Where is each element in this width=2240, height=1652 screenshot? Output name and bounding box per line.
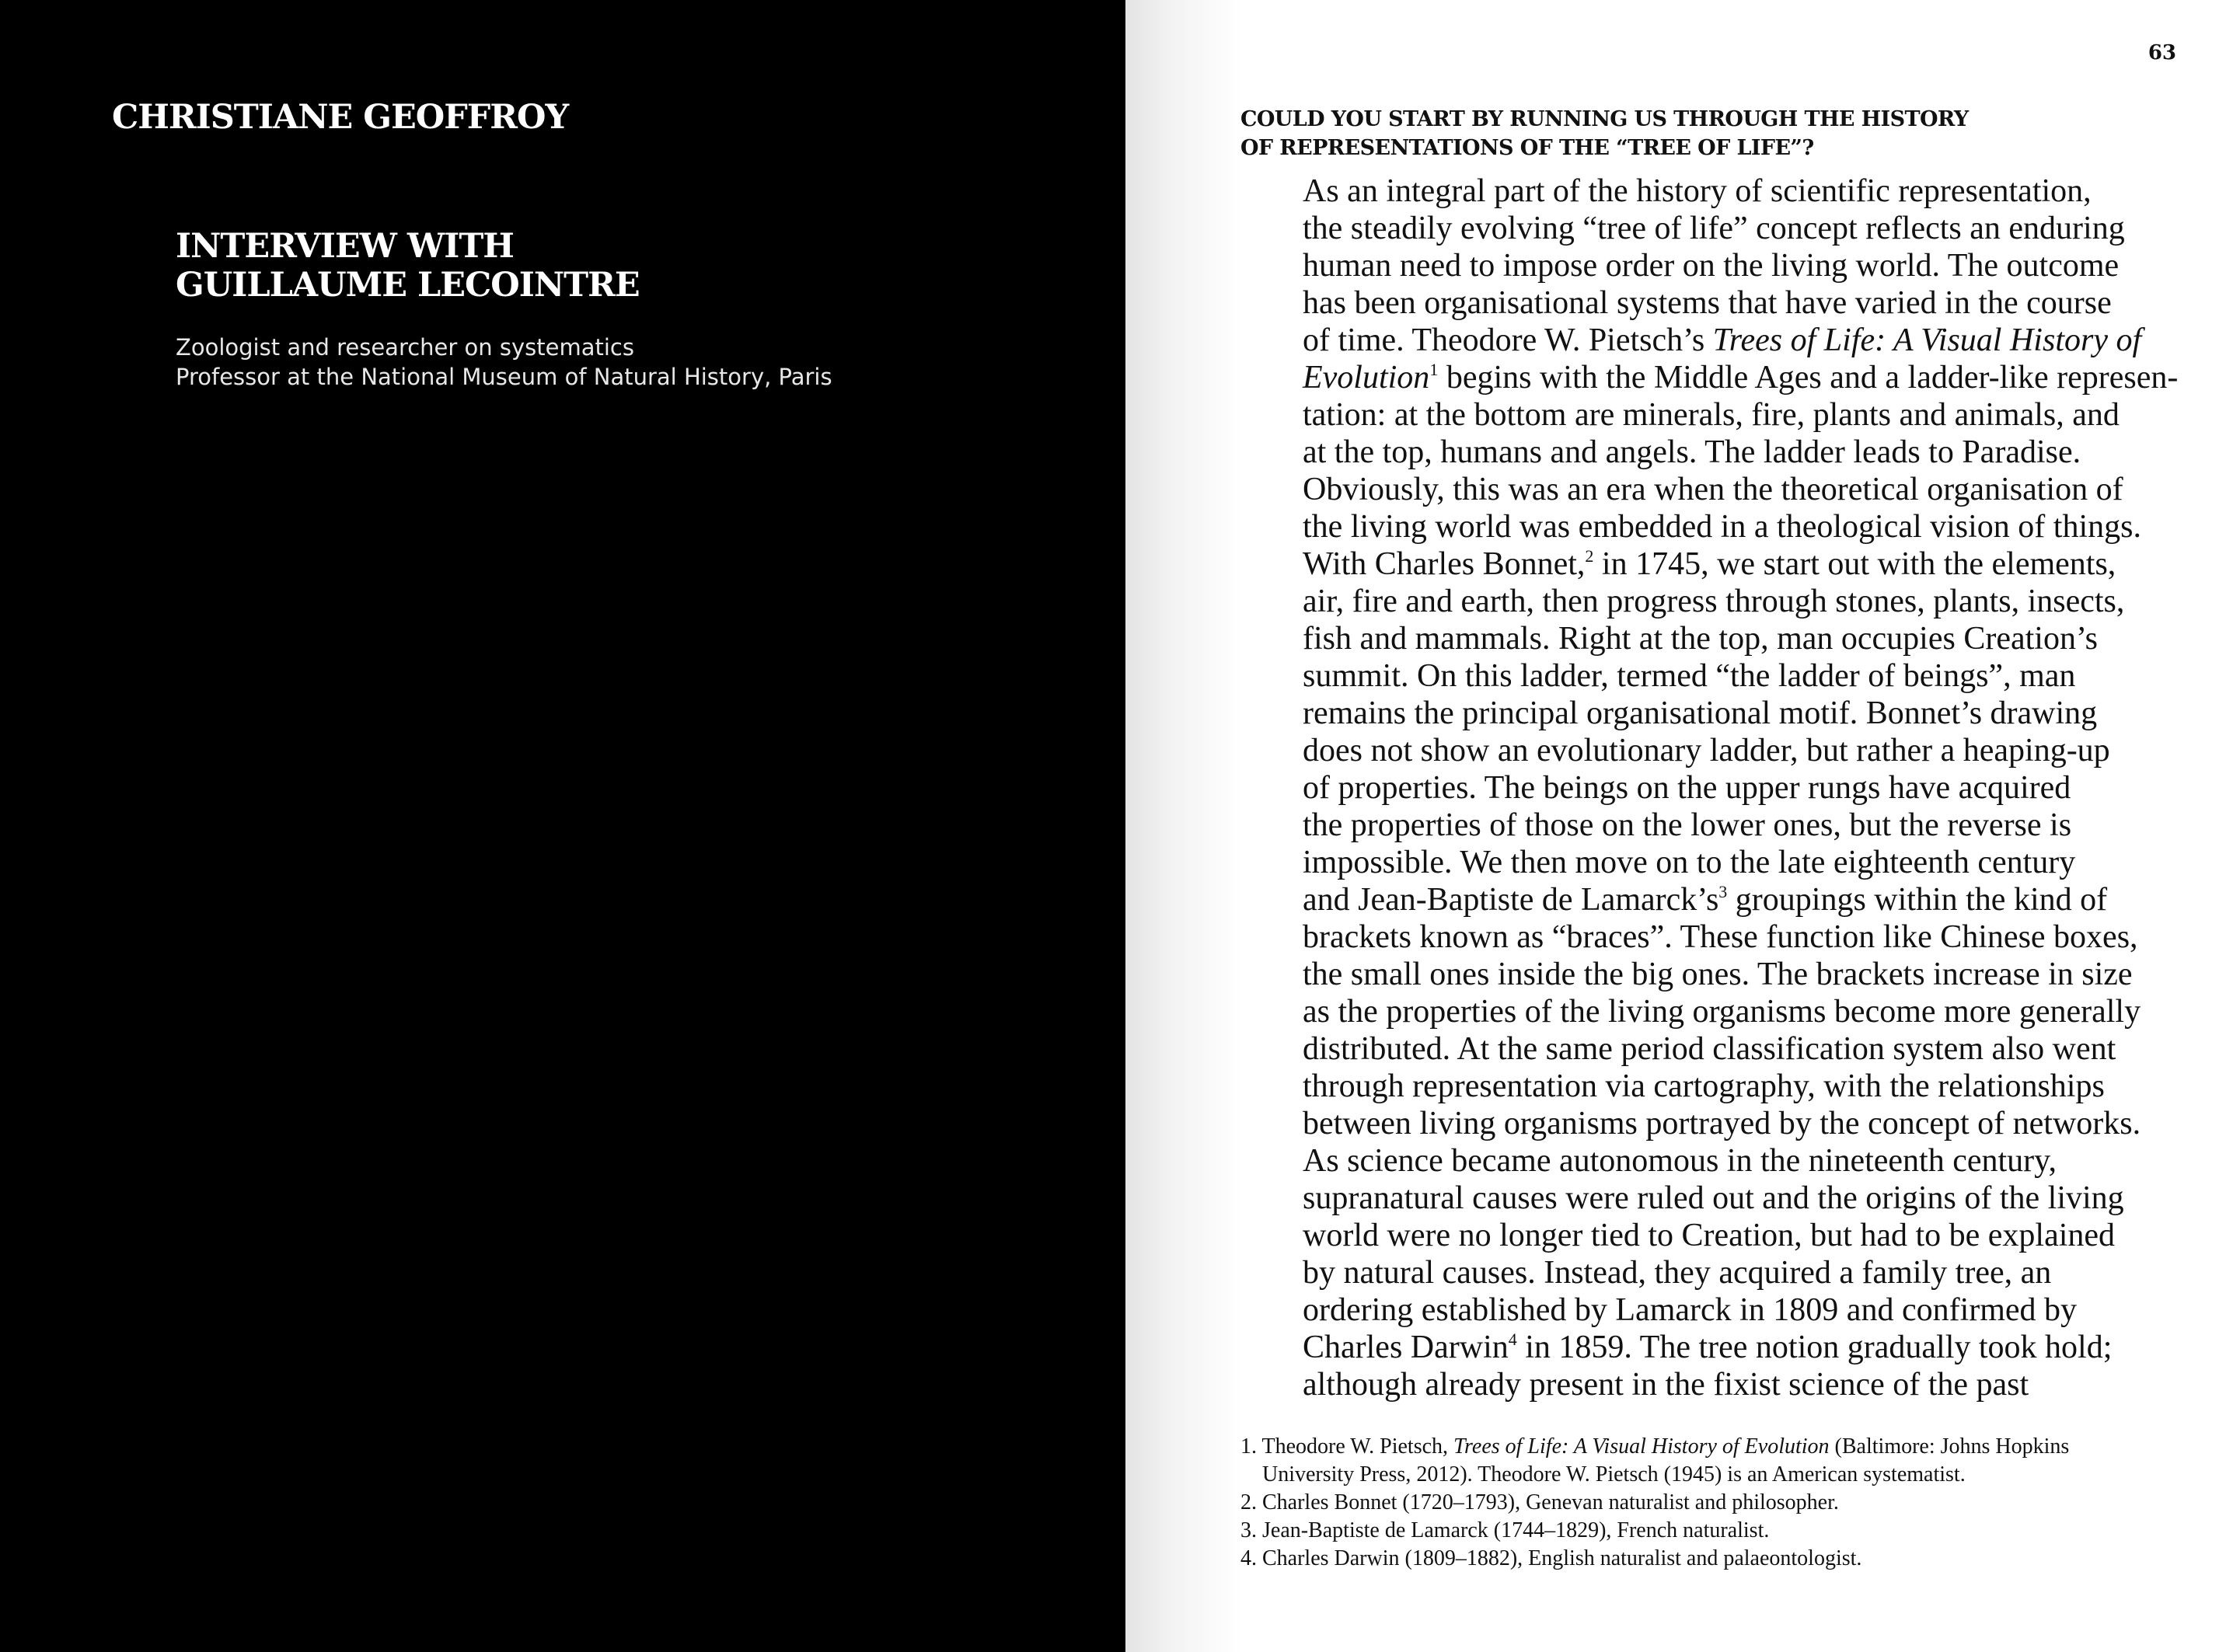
body-line: does not show an evolutionary ladder, but rather a heaping-up xyxy=(1303,733,2110,768)
body-line: As science became autonomous in the nineteenth century, xyxy=(1303,1143,2057,1179)
body-line: ordering established by Lamarck in 1809 and confirmed by xyxy=(1303,1292,2078,1328)
body-line: tation: at the bottom are minerals, fire, plants and animals, and xyxy=(1303,397,2120,433)
footnote-line: 3. Jean-Baptiste de Lamarck (1744–1829), French naturalist. xyxy=(1240,1518,1770,1542)
question-line: COULD YOU START BY RUNNING US THROUGH THE HISTORY xyxy=(1240,107,1969,131)
answer-body-text xyxy=(1303,173,2178,1403)
subtitle-line: Zoologist and researcher on systematics xyxy=(176,334,634,361)
body-line: human need to impose order on the living world. The outcome xyxy=(1303,248,2120,284)
footnote-text-run: 1. Theodore W. Pietsch, xyxy=(1240,1434,1454,1459)
interviewee-description xyxy=(176,333,832,392)
body-line: world were no longer tied to Creation, but had to be explained xyxy=(1303,1218,2116,1253)
body-text-run: Charles Darwin xyxy=(1303,1330,1509,1365)
body-line: at the top, humans and angels. The ladder leads to Paradise. xyxy=(1303,434,2081,470)
body-text-run: groupings within the kind of xyxy=(1727,882,2108,918)
body-line: through representation via cartography, with the relationships xyxy=(1303,1068,2105,1104)
interview-title-line: INTERVIEW WITH xyxy=(176,227,514,266)
body-line: air, fire and earth, then progress through stones, plants, insects, xyxy=(1303,584,2125,619)
book-title-italic: Trees of Life: A Visual History of xyxy=(1712,322,2142,358)
body-line: the steadily evolving “tree of life” concept reflects an enduring xyxy=(1303,211,2125,246)
body-text-run: in 1745, we start out with the elements, xyxy=(1593,546,2116,582)
footnote-4 xyxy=(1240,1545,2069,1573)
body-text-run: of time. Theodore W. Pietsch’s xyxy=(1303,322,1713,358)
body-line xyxy=(1303,359,2178,396)
body-line: remains the principal organisational motif. Bonnet’s drawing xyxy=(1303,695,2098,731)
body-line: Obviously, this was an era when the theoretical organisation of xyxy=(1303,472,2123,507)
body-line xyxy=(1303,545,2178,583)
footnote-text-run: (Baltimore: Johns Hopkins xyxy=(1829,1434,2070,1459)
body-text-run: With Charles Bonnet, xyxy=(1303,546,1586,582)
body-line: summit. On this ladder, termed “the ladder of beings”, man xyxy=(1303,658,2076,694)
author-name: CHRISTIANE GEOFFROY xyxy=(112,98,569,137)
footnote-line: 2. Charles Bonnet (1720–1793), Genevan naturalist and philosopher. xyxy=(1240,1490,1839,1514)
body-line xyxy=(1303,322,2178,359)
book-title-italic: Evolution xyxy=(1303,360,1430,396)
body-line: fish and mammals. Right at the top, man occupies Creation’s xyxy=(1303,621,2098,657)
body-line: of properties. The beings on the upper rungs have acquired xyxy=(1303,770,2071,806)
body-text-run: and Jean-Baptiste de Lamarck’s xyxy=(1303,882,1719,918)
body-line: by natural causes. Instead, they acquired a family tree, an xyxy=(1303,1255,2052,1291)
body-line: the properties of those on the lower ones, but the reverse is xyxy=(1303,807,2072,843)
page-number: 63 xyxy=(2148,41,2176,64)
footnote-ref-2[interactable]: 2 xyxy=(1585,546,1594,566)
right-page xyxy=(1125,0,2240,1652)
body-line: although already present in the fixist science of the past xyxy=(1303,1367,2029,1403)
footnote-book-title: Trees of Life: A Visual History of Evolution xyxy=(1453,1434,1830,1459)
interview-title-line: GUILLAUME LECOINTRE xyxy=(176,266,640,305)
body-line: supranatural causes were ruled out and the origins of the living xyxy=(1303,1180,2124,1216)
body-line xyxy=(1303,1329,2178,1366)
interview-title xyxy=(176,227,640,305)
body-line: as the properties of the living organisms become more generally xyxy=(1303,994,2141,1030)
body-line: the living world was embedded in a theological vision of things. xyxy=(1303,509,2141,545)
body-line: As an integral part of the history of scientific representation, xyxy=(1303,173,2092,209)
body-line: the small ones inside the big ones. The brackets increase in size xyxy=(1303,957,2133,992)
question-line: OF REPRESENTATIONS OF THE “TREE OF LIFE”? xyxy=(1240,136,1814,160)
footnote-line xyxy=(1240,1433,2069,1461)
subtitle-line: Professor at the National Museum of Natural History, Paris xyxy=(176,364,832,390)
footnote-3 xyxy=(1240,1517,2069,1545)
footnote-ref-3[interactable]: 3 xyxy=(1718,882,1728,901)
body-line xyxy=(1303,881,2178,918)
body-line: has been organisational systems that have varied in the course xyxy=(1303,285,2112,321)
body-line: brackets known as “braces”. These function like Chinese boxes, xyxy=(1303,919,2138,955)
body-line: between living organisms portrayed by the concept of networks. xyxy=(1303,1106,2141,1141)
footnote-1 xyxy=(1240,1433,2069,1489)
footnote-line: 4. Charles Darwin (1809–1882), English naturalist and palaeontologist. xyxy=(1240,1546,1862,1570)
interview-question xyxy=(1240,105,1969,162)
body-text-run: in 1859. The tree notion gradually took hold; xyxy=(1516,1330,2113,1365)
body-text-run: begins with the Middle Ages and a ladder-like represen- xyxy=(1438,360,2179,396)
footnotes-list xyxy=(1240,1433,2069,1573)
body-line: distributed. At the same period classification system also went xyxy=(1303,1031,2116,1067)
footnote-line: University Press, 2012). Theodore W. Pietsch (1945) is an American systematist. xyxy=(1262,1462,1966,1486)
body-line: impossible. We then move on to the late eighteenth century xyxy=(1303,845,2076,880)
footnote-2 xyxy=(1240,1489,2069,1517)
footnote-ref-1[interactable]: 1 xyxy=(1429,360,1439,379)
footnote-ref-4[interactable]: 4 xyxy=(1508,1330,1517,1349)
